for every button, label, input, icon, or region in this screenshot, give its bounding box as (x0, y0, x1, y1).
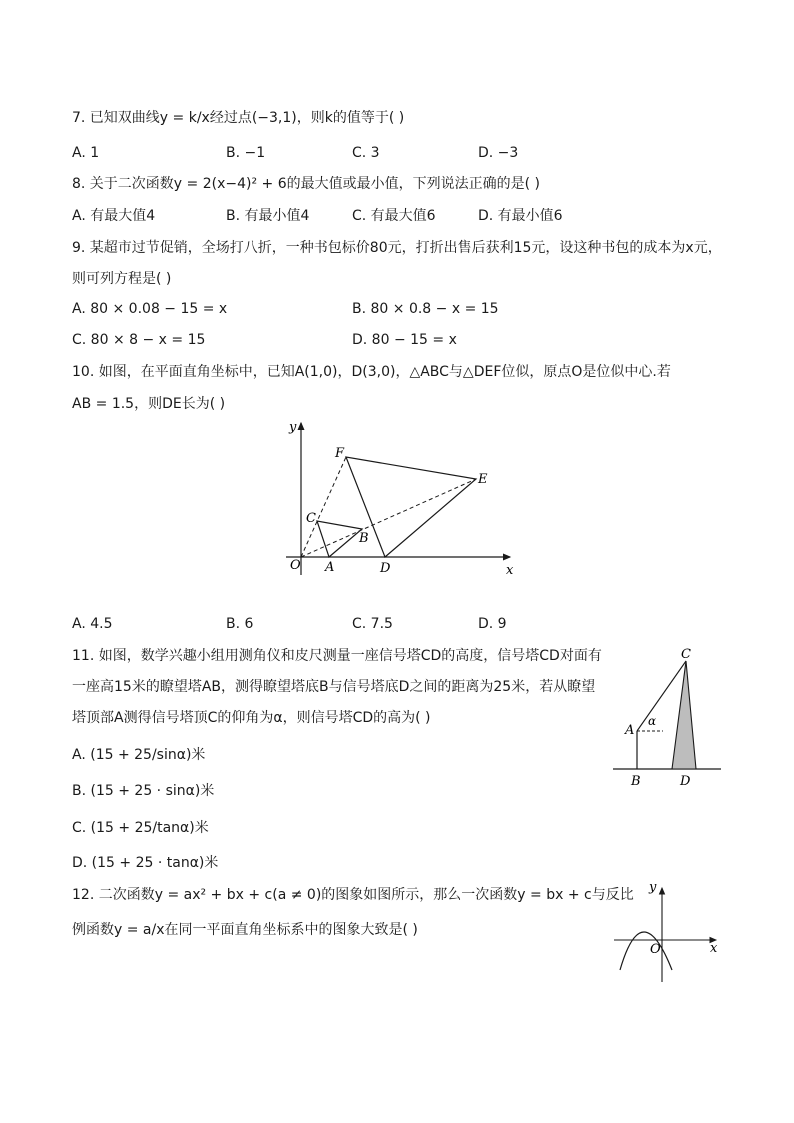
q7-option-a[interactable]: A. 1 (72, 145, 100, 161)
q8-option-a[interactable]: A. 有最大值4 (72, 208, 156, 224)
label-e: E (478, 472, 488, 487)
label-x: x (506, 563, 514, 578)
q11-option-b[interactable]: B. (15 + 25 · sinα)米 (72, 783, 215, 799)
q11-option-d[interactable]: D. (15 + 25 · tanα)米 (72, 855, 219, 871)
q8-option-b[interactable]: B. 有最小值4 (226, 208, 310, 224)
label-b: B (359, 531, 369, 546)
q11-option-a[interactable]: A. (15 + 25/sinα)米 (72, 747, 206, 763)
q9-stem-line2: 则可列方程是( ) (72, 271, 172, 287)
signal-tower (672, 661, 696, 769)
q9-option-d[interactable]: D. 80 − 15 = x (352, 332, 457, 348)
q12-stem-line2: 例函数y = a/x在同一平面直角坐标系中的图象大致是( ) (72, 922, 418, 938)
label-c: C (681, 647, 691, 662)
q12-figure (612, 878, 727, 988)
q10-option-d[interactable]: D. 9 (478, 616, 507, 632)
q11-figure (605, 645, 730, 795)
q8-option-d[interactable]: D. 有最小值6 (478, 208, 563, 224)
q9-stem-line1: 9. 某超市过节促销，全场打八折，一种书包标价80元，打折出售后获利15元，设这种书包的成本为x元， (72, 240, 722, 256)
q7-option-c[interactable]: C. 3 (352, 145, 380, 161)
q9-option-a[interactable]: A. 80 × 0.08 − 15 = x (72, 301, 228, 317)
label-o: O (650, 942, 661, 957)
q7-option-b[interactable]: B. −1 (226, 145, 266, 161)
q10-stem-line1: 10. 如图，在平面直角坐标中，已知A(1,0)，D(3,0)，△ABC与△DEF位似，原点O是位似中心.若 (72, 364, 671, 380)
label-a: A (325, 560, 335, 575)
q8-stem: 8. 关于二次函数y = 2(x−4)² + 6的最大值或最小值，下列说法正确的是( ) (72, 176, 541, 192)
q11-stem-line1: 11. 如图，数学兴趣小组用测角仪和皮尺测量一座信号塔CD的高度，信号塔CD对面有 (72, 648, 602, 664)
q10-option-a[interactable]: A. 4.5 (72, 616, 113, 632)
dashed-oe (301, 479, 476, 557)
triangle-abc (317, 521, 362, 557)
label-o: O (290, 558, 301, 573)
label-a: A (625, 723, 635, 738)
q9-option-b[interactable]: B. 80 × 0.8 − x = 15 (352, 301, 499, 317)
label-b: B (631, 774, 641, 789)
q9-option-c[interactable]: C. 80 × 8 − x = 15 (72, 332, 206, 348)
q10-figure (280, 415, 530, 580)
q7-stem: 7. 已知双曲线y = k/x经过点(−3,1)，则k的值等于( ) (72, 110, 405, 126)
label-alpha: α (648, 714, 657, 728)
q10-option-b[interactable]: B. 6 (226, 616, 254, 632)
q11-stem-line2: 一座高15米的瞭望塔AB，测得瞭望塔底B与信号塔底D之间的距离为25米，若从瞭望 (72, 679, 596, 695)
q12-stem-line1: 12. 二次函数y = ax² + bx + c(a ≠ 0)的图象如图所示，那么一次函数y = bx + c与反比 (72, 887, 634, 903)
q11-stem-line3: 塔顶部A测得信号塔顶C的仰角为α，则信号塔CD的高为( ) (72, 710, 431, 726)
q11-option-c[interactable]: C. (15 + 25/tanα)米 (72, 820, 209, 836)
label-y: y (649, 880, 657, 895)
parabola (620, 932, 672, 970)
label-y: y (289, 420, 297, 435)
q7-option-d[interactable]: D. −3 (478, 145, 519, 161)
label-d: D (680, 774, 691, 789)
q8-option-c[interactable]: C. 有最大值6 (352, 208, 436, 224)
label-c: C (306, 511, 316, 526)
label-d: D (380, 561, 391, 576)
q10-option-c[interactable]: C. 7.5 (352, 616, 393, 632)
q10-stem-line2: AB = 1.5，则DE长为( ) (72, 396, 226, 412)
label-x: x (710, 941, 718, 956)
label-f: F (335, 446, 345, 461)
